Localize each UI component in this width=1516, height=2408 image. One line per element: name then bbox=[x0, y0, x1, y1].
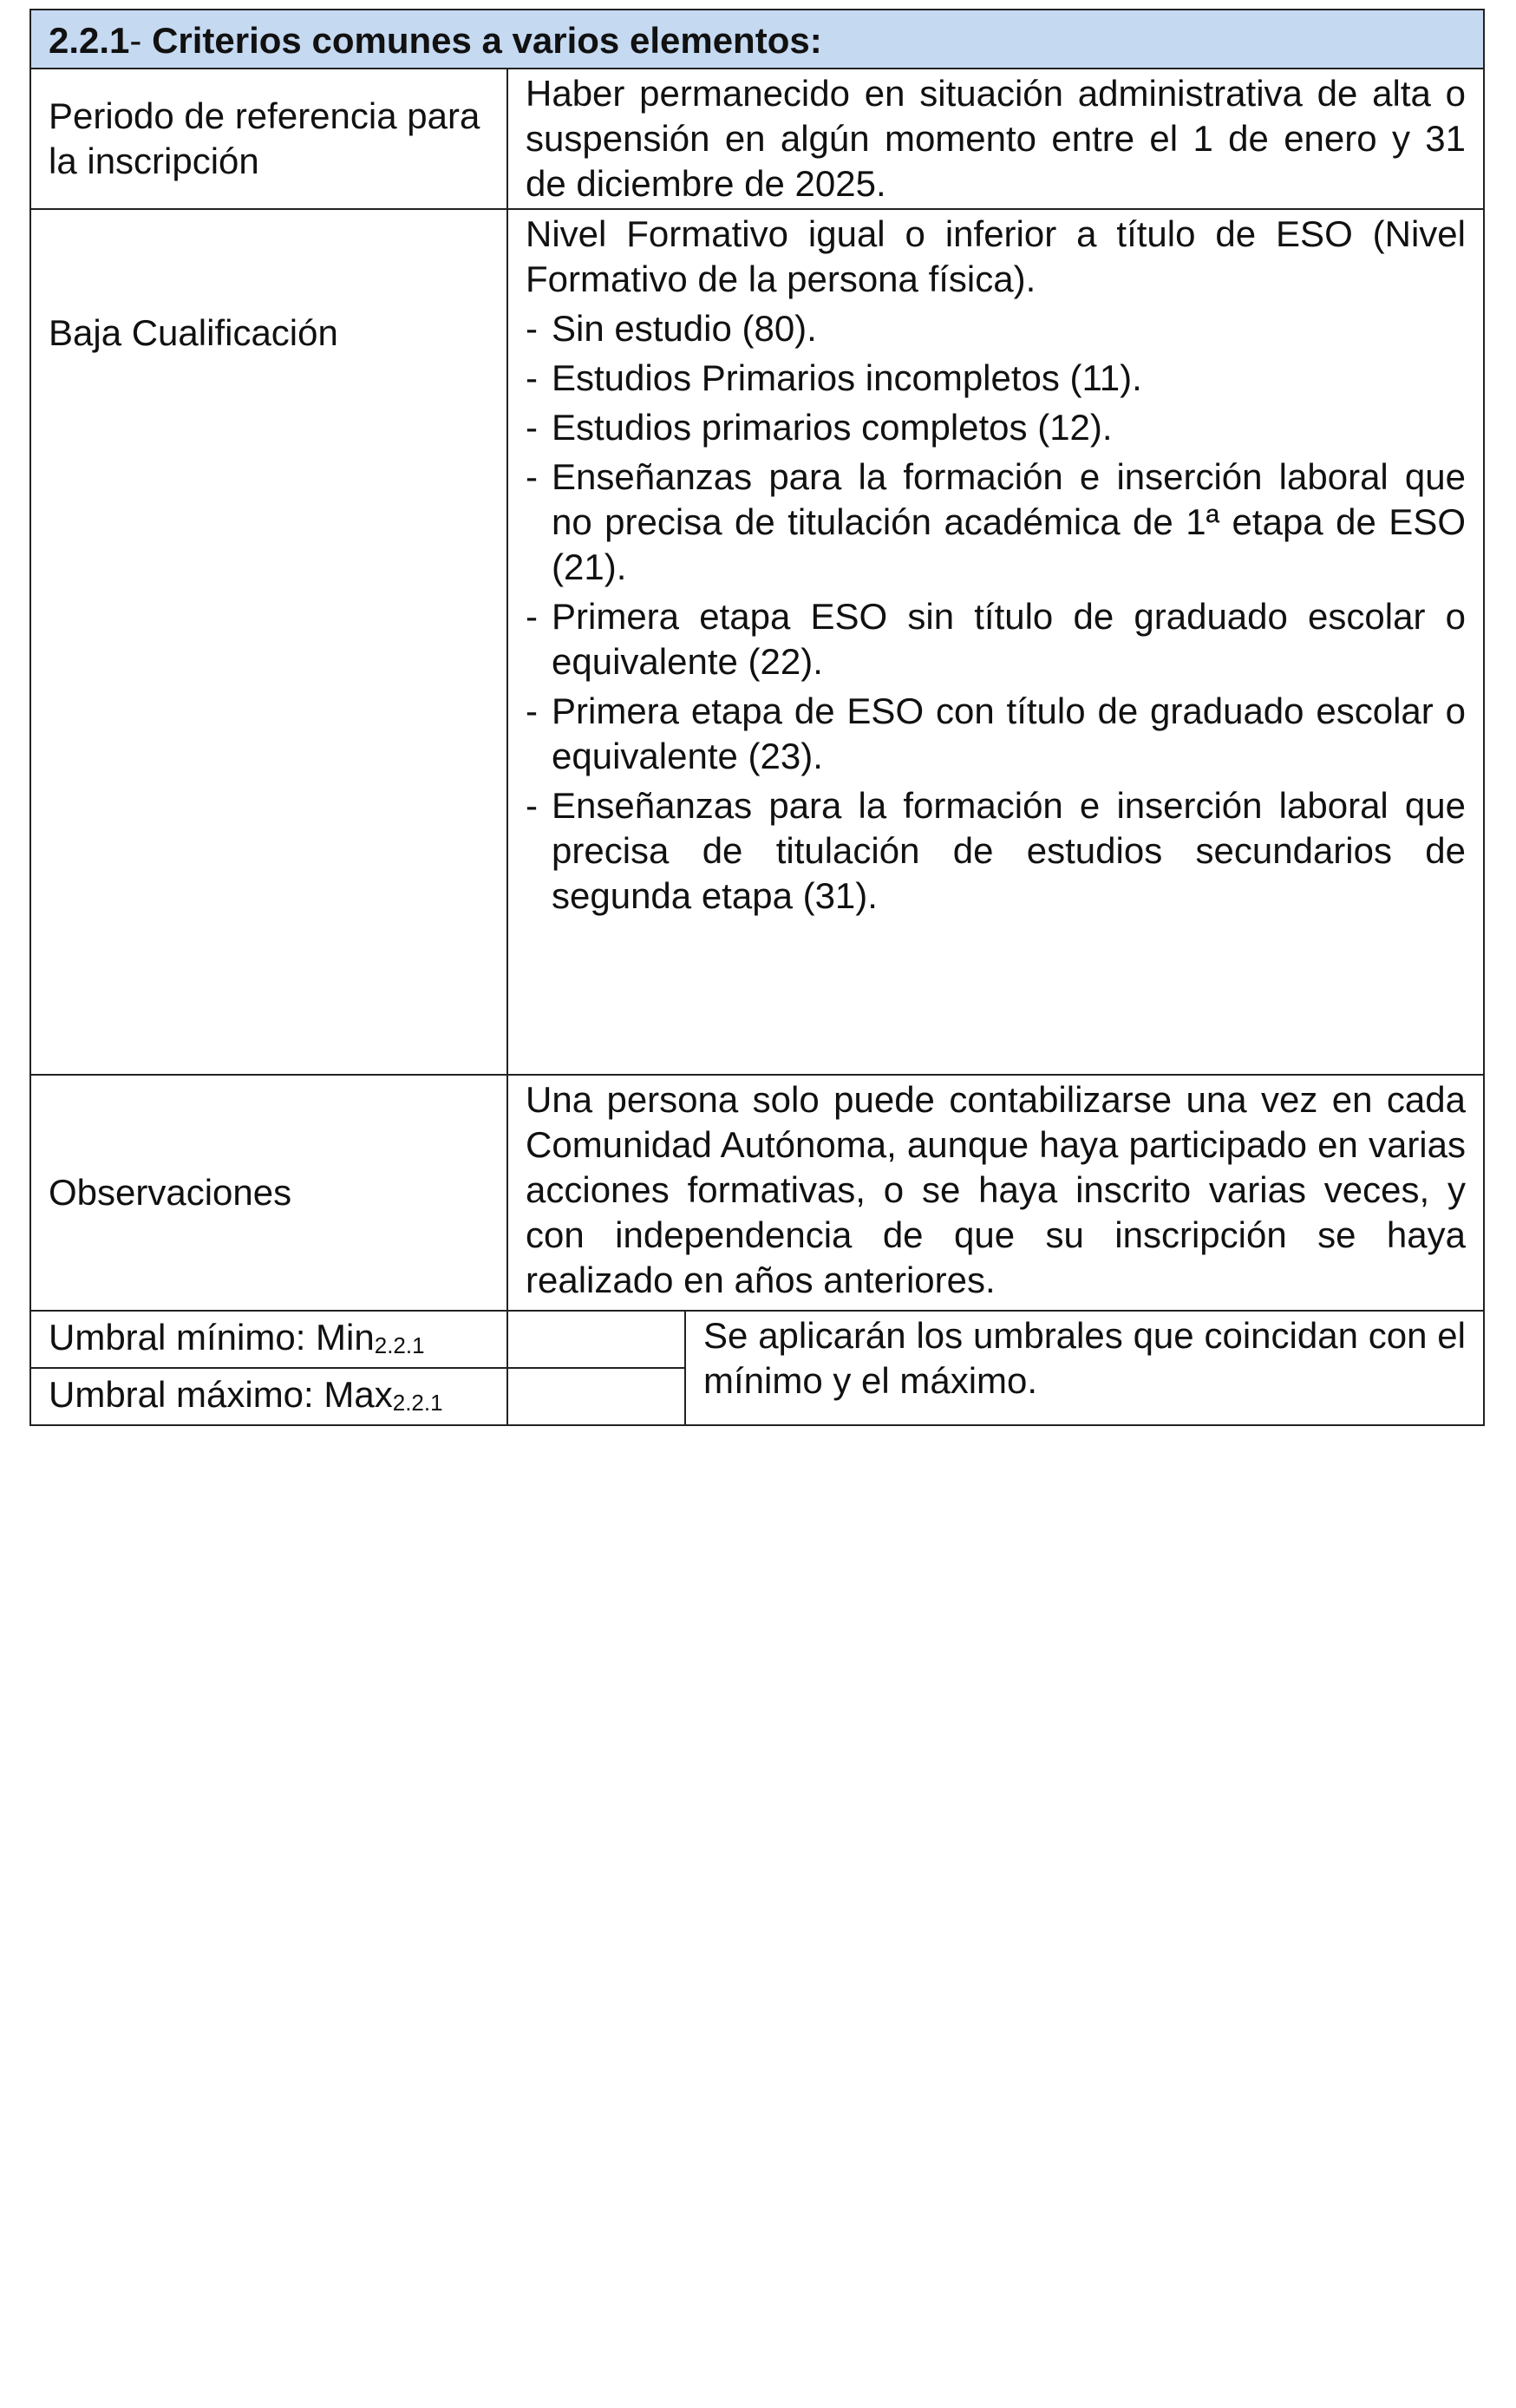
umbral-min-subscript: 2.2.1 bbox=[374, 1332, 425, 1358]
periodo-text: Haber permanecido en situación administrativa de alta o suspensión en algún momento entre el 1 de enero y 31 de diciembre de 2025. bbox=[507, 69, 1484, 209]
observaciones-label: Observaciones bbox=[30, 1075, 507, 1311]
list-item: - Sin estudio (80). bbox=[526, 308, 817, 349]
criteria-table bbox=[29, 9, 1485, 1426]
umbral-max-value bbox=[507, 1368, 685, 1425]
section-header-row bbox=[30, 10, 1484, 69]
periodo-label: Periodo de referencia para la inscripción bbox=[30, 69, 507, 209]
section-header bbox=[30, 10, 1484, 69]
list-item: - Enseñanzas para la formación e inserción laboral que no precisa de titulación académica de 1ª etapa de ESO (21). bbox=[526, 456, 1466, 587]
umbral-min-value bbox=[507, 1311, 685, 1368]
section-title: Criterios comunes a varios elementos: bbox=[152, 20, 822, 61]
periodo-row bbox=[30, 69, 1484, 209]
umbral-min-row bbox=[30, 1311, 1484, 1368]
section-separator: - bbox=[129, 20, 153, 61]
observaciones-row bbox=[30, 1075, 1484, 1311]
section-number: 2.2.1 bbox=[49, 20, 130, 61]
umbral-max-label: Umbral máximo: Max$_{2.2.1}$ bbox=[30, 1368, 507, 1425]
umbral-max-subscript: 2.2.1 bbox=[392, 1389, 443, 1416]
observaciones-text: Una persona solo puede contabilizarse una vez en cada Comunidad Autónoma, aunque haya participado en varias acciones formativas, o se haya inscrito varias veces, y con independencia de que su inscripción se haya realizado en años anteriores. bbox=[507, 1075, 1484, 1311]
list-item: - Estudios primarios completos (12). bbox=[526, 407, 1113, 448]
umbral-min-label: Umbral mínimo: Min$_{2.2.1}$ bbox=[30, 1311, 507, 1368]
list-item: - Enseñanzas para la formación e inserción laboral que precisa de titulación de estudios secundarios de segunda etapa (31). bbox=[526, 785, 1466, 916]
baja-row bbox=[30, 209, 1484, 1075]
umbral-note: Se aplicarán los umbrales que coincidan con el mínimo y el máximo. bbox=[685, 1311, 1484, 1425]
baja-label: Baja Cualificación bbox=[30, 209, 507, 1075]
baja-content bbox=[507, 209, 1484, 1075]
baja-intro: Nivel Formativo igual o inferior a título de ESO (Nivel Formativo de la persona física). bbox=[526, 213, 1466, 299]
list-item: - Estudios Primarios incompletos (11). bbox=[526, 357, 1142, 398]
list-item: - Primera etapa de ESO con título de graduado escolar o equivalente (23). bbox=[526, 690, 1466, 776]
list-item: - Primera etapa ESO sin título de graduado escolar o equivalente (22). bbox=[526, 596, 1466, 682]
